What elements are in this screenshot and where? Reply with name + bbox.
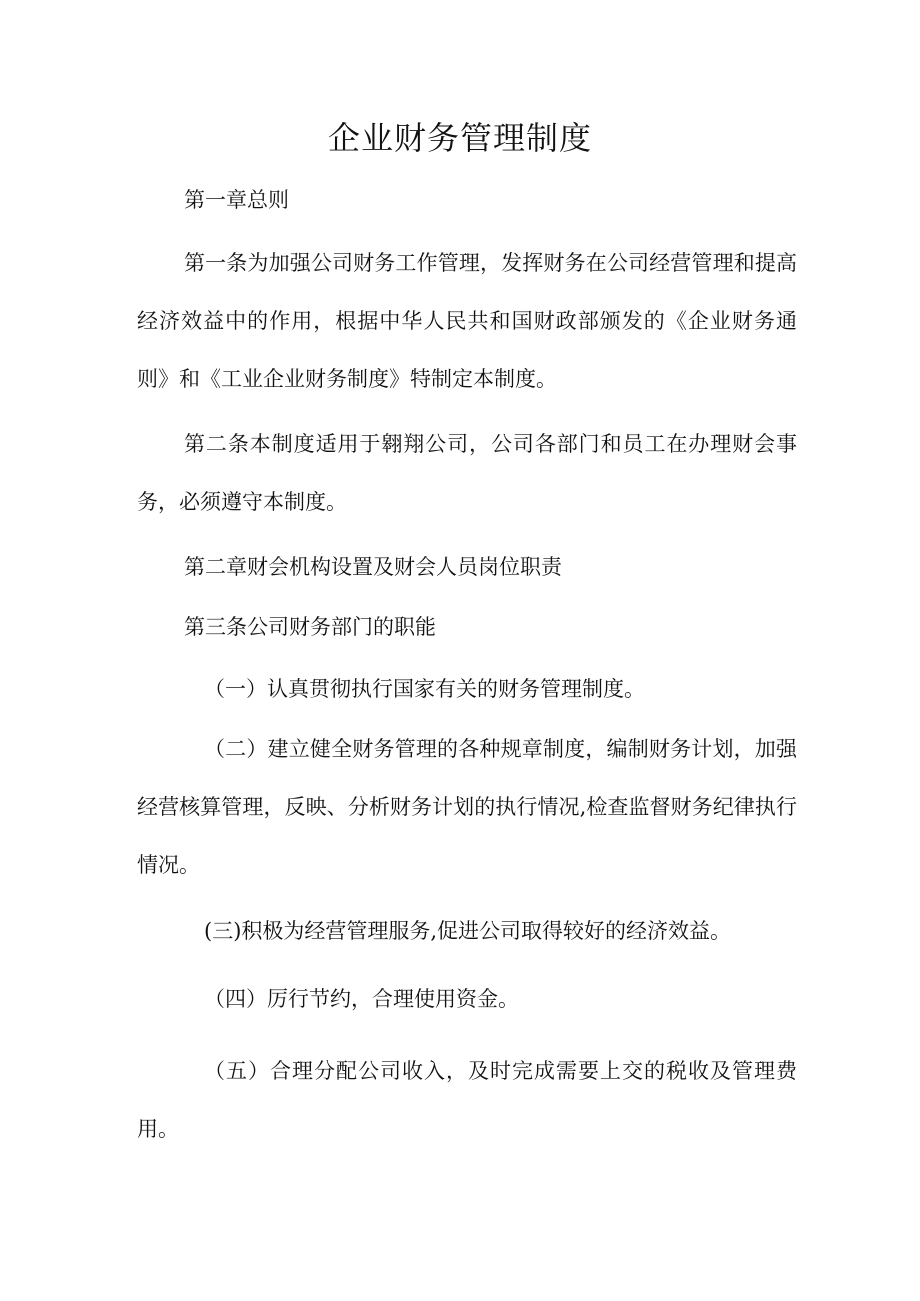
item-1-paragraph: （一）认真贯彻执行国家有关的财务管理制度。 [204,677,645,701]
chapter-2-heading: 第二章财会机构设置及财会人员岗位职责 [184,555,562,579]
article-3-paragraph: 第三条公司财务部门的职能 [184,615,436,639]
article-1-paragraph: 第一条为加强公司财务工作管理，发挥财务在公司经营管理和提高经济效益中的作用，根据中华人民共和国财政部颁发的《企业财务通则》和《工业企业财务制度》特制定本制度。 [137,251,797,391]
document-title: 企业财务管理制度 [327,119,592,157]
item-2-paragraph: （二）建立健全财务管理的各种规章制度，编制财务计划，加强经营核算管理，反映、分析财务计划的执行情况,检查监督财务纪律执行情况。 [137,737,797,877]
item-5-paragraph: （五）合理分配公司收入，及时完成需要上交的税收及管理费用。 [137,1059,797,1141]
chapter-1-heading: 第一章总则 [184,188,289,212]
item-4-paragraph: （四）厉行节约，合理使用资金。 [204,987,519,1011]
item-3-paragraph: (三)积极为经营管理服务,促进公司取得较好的经济效益。 [204,919,732,943]
article-2-paragraph: 第二条本制度适用于翱翔公司，公司各部门和员工在办理财会事务，必须遵守本制度。 [137,432,797,514]
